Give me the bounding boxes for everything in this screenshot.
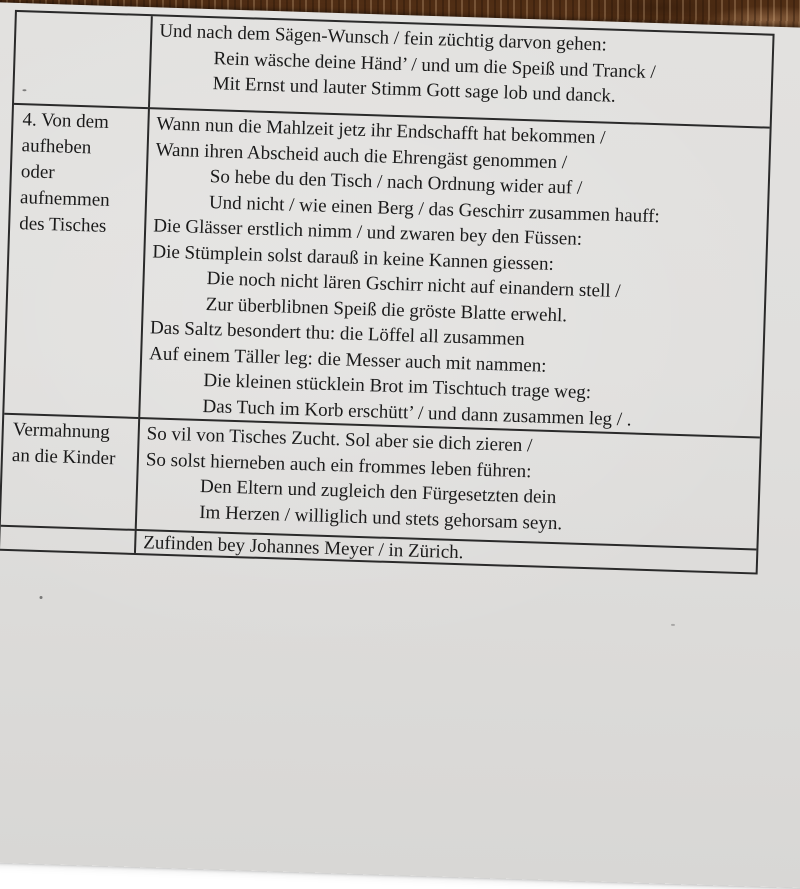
verse-line: Zur überblibnen Speiß die gröste Blatte erwehl. xyxy=(205,293,568,326)
paper-sheet xyxy=(0,1,800,888)
photo-speck xyxy=(22,89,26,91)
label-cell-row3 xyxy=(1,413,138,529)
verse-line: Die kleinen stücklein Brot im Tischtuch trage weg: xyxy=(203,370,592,404)
verse-line: Rein wäsche deine Händ’ / und um die Speiß und Tranck / xyxy=(213,47,657,83)
section-label: 4. Von dem aufheben oder aufnemmen des Tisches xyxy=(18,109,111,237)
section-label: Vermahnung an die Kinder xyxy=(11,419,116,470)
verse-line: Die Glässer erstlich nimm / und zwaren bey den Füssen: xyxy=(152,215,583,250)
verse-line: Die noch nicht lären Gschirr nicht auf einandern stell / xyxy=(206,268,621,303)
label-cell-row1 xyxy=(14,12,151,107)
verse-line: Den Eltern und zugleich den Fürgesetzten dein xyxy=(199,475,557,509)
verse-line: So hebe du den Tisch / nach Ordnung wider auf / xyxy=(209,166,583,199)
verse-cell-row3 xyxy=(135,417,760,548)
label-cell-row4 xyxy=(0,525,135,553)
label-cell-row2 xyxy=(4,103,148,417)
verse-line: Im Herzen / williglich und stets gehorsam seyn. xyxy=(198,501,563,534)
verse-line: Wann ihren Abscheid auch die Ehrengäst genommen / xyxy=(155,138,568,173)
verse-line: Das Saltz besondert thu: die Löffel all zusammen xyxy=(149,317,525,351)
verse-line: Die Stümplein solst darauß in keine Kannen giessen: xyxy=(152,240,555,275)
section-label xyxy=(26,14,147,18)
verse-cell-row2 xyxy=(138,107,769,436)
section-label xyxy=(10,529,131,533)
tischzucht-table xyxy=(0,10,775,575)
verse-line: Auf einem Täller leg: die Messer auch mit nammen: xyxy=(148,342,547,377)
photo-speck xyxy=(671,624,675,626)
verse-line: Zufinden bey Johannes Meyer / in Zürich. xyxy=(142,532,464,564)
verse-line: So vil von Tisches Zucht. Sol aber sie dich zieren / xyxy=(146,423,533,457)
verse-line: Und nach dem Sägen-Wunsch / fein züchtig darvon gehen: xyxy=(159,20,608,56)
verse-line: Und nicht / wie einen Berg / das Geschirr zusammen hauff: xyxy=(208,191,661,227)
verse-line: Das Tuch im Korb erschütt’ / und dann zusammen leg / . xyxy=(202,395,632,430)
photo-speck xyxy=(39,596,42,599)
verse-line: Mit Ernst und lauter Stimm Gott sage lob und danck. xyxy=(212,73,617,107)
verse-line: So solst hierneben auch ein frommes leben führen: xyxy=(145,448,532,482)
verse-line: Wann nun die Mahlzeit jetz ihr Endschafft hat bekommen / xyxy=(156,113,606,149)
